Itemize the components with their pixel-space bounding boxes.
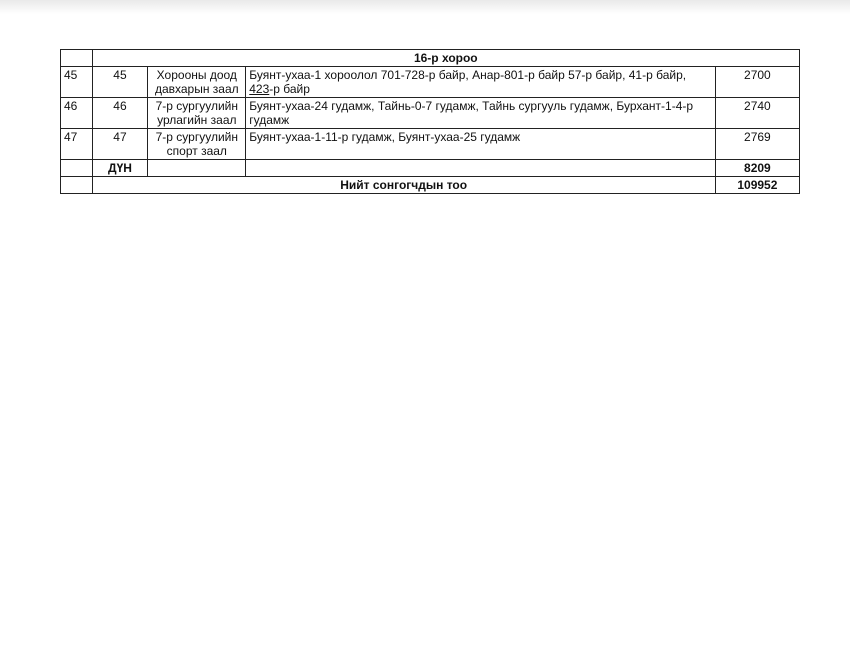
subtotal-label: ДҮН (92, 160, 148, 177)
grand-total-value: 109952 (715, 177, 799, 194)
district-number: 46 (92, 98, 148, 129)
district-number: 45 (92, 67, 148, 98)
polling-place: 7-р сургуулийн урлагийн заал (148, 98, 246, 129)
row-number: 45 (61, 67, 93, 98)
voter-count: 2740 (715, 98, 799, 129)
coverage-area (246, 67, 715, 98)
coverage-area: Буянт-ухаа-24 гудамж, Тайнь-0-7 гудамж, Тайнь сургууль гудамж, Бурхант-1-4-р гудамж (246, 98, 715, 129)
table-row (61, 98, 800, 129)
row-number: 47 (61, 129, 93, 160)
polling-place: Хорооны доод давхарын заал (148, 67, 246, 98)
district-number: 47 (92, 129, 148, 160)
header-blank-cell (61, 50, 93, 67)
section-title: 16-р хороо (92, 50, 799, 67)
polling-stations-table (60, 49, 800, 194)
grand-total-label: Нийт сонгогчдын тоо (92, 177, 715, 194)
row-number: 46 (61, 98, 93, 129)
subtotal-blank-cell (61, 160, 93, 177)
grand-total-row (61, 177, 800, 194)
subtotal-blank-cell (148, 160, 246, 177)
table-row (61, 67, 800, 98)
total-blank-cell (61, 177, 93, 194)
section-header-row (61, 50, 800, 67)
polling-place: 7-р сургуулийн спорт заал (148, 129, 246, 160)
subtotal-row (61, 160, 800, 177)
scan-top-edge (0, 0, 850, 14)
coverage-area: Буянт-ухаа-1-11-р гудамж, Буянт-ухаа-25 гудамж (246, 129, 715, 160)
coverage-area-tail: -р байр (269, 82, 310, 96)
coverage-area-underlined: 423 (249, 82, 270, 96)
voter-count: 2700 (715, 67, 799, 98)
table-row (61, 129, 800, 160)
subtotal-blank-cell (246, 160, 715, 177)
voter-count: 2769 (715, 129, 799, 160)
subtotal-value: 8209 (715, 160, 799, 177)
coverage-area-text: Буянт-ухаа-1 хороолол 701-728-р байр, Анар-801-р байр 57-р байр, 41-р байр, (249, 68, 687, 82)
